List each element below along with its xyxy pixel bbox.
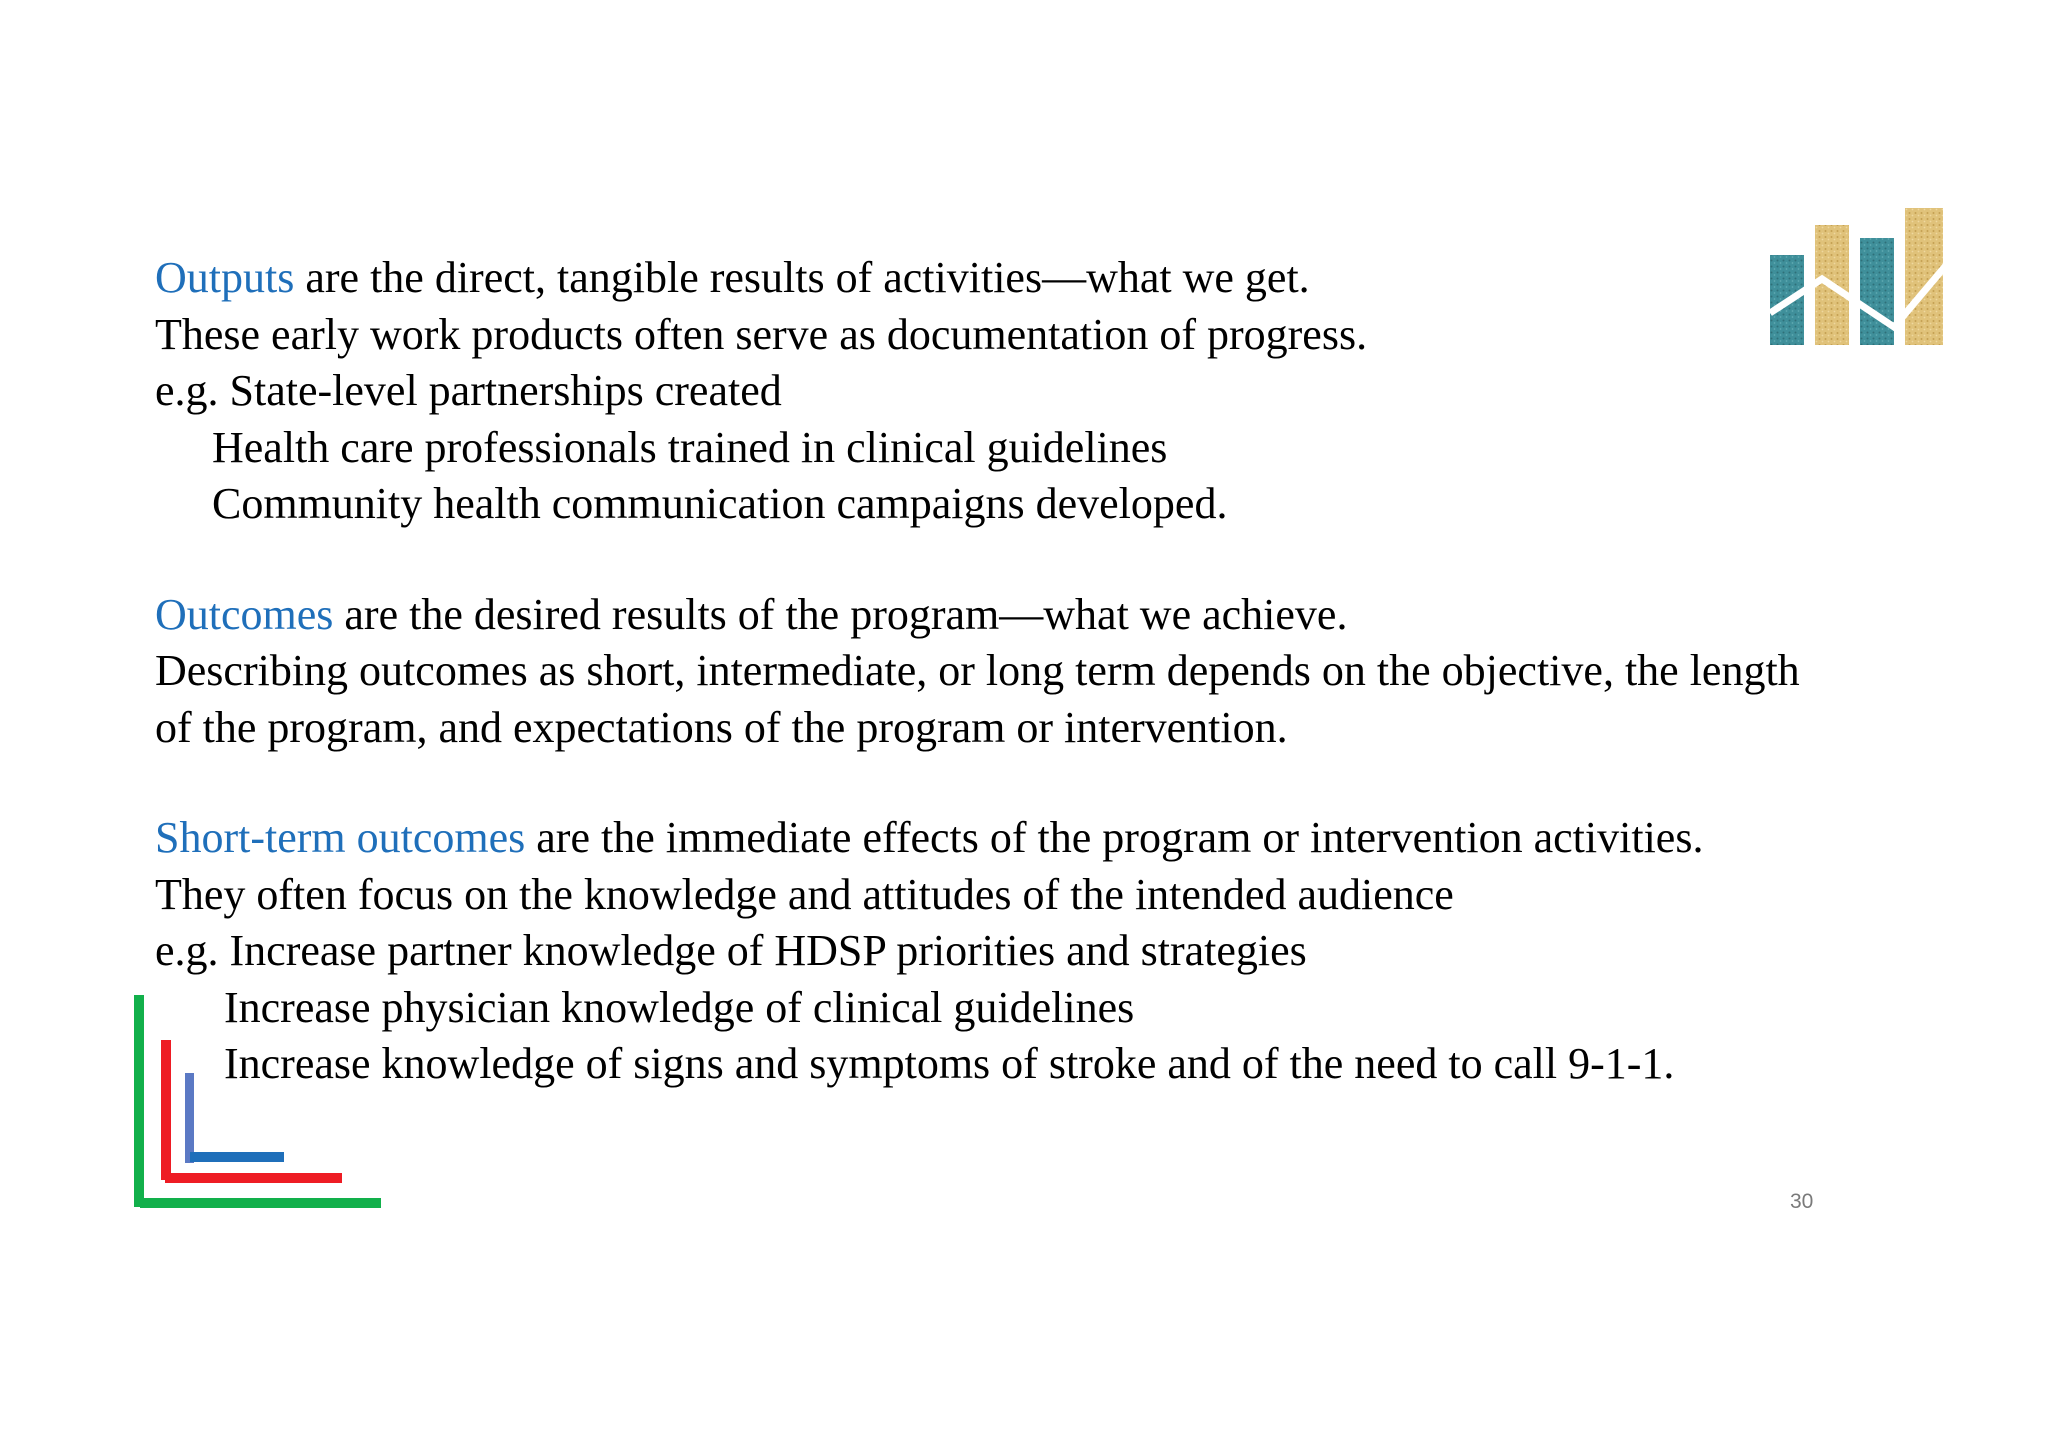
outputs-definition-text: are the direct, tangible results of activities—what we get. bbox=[294, 253, 1310, 302]
spacer bbox=[155, 756, 1915, 810]
slide-body bbox=[155, 250, 1915, 1093]
spacer bbox=[155, 533, 1915, 587]
short-term-example-3: Increase knowledge of signs and symptoms of stroke and of the need to call 9-1-1. bbox=[224, 1039, 1675, 1088]
outcomes-definition-text: are the desired results of the program—what we achieve. bbox=[333, 589, 1348, 639]
nested-corner-lines-icon bbox=[130, 995, 390, 1225]
short-term-definition bbox=[155, 810, 1915, 867]
outputs-description: These early work products often serve as documentation of progress. bbox=[155, 309, 1368, 359]
short-term-example-2: Increase physician knowledge of clinical guidelines bbox=[224, 982, 1135, 1032]
short-term-term: Short-term outcomes bbox=[155, 813, 526, 862]
outcomes-description-2: of the program, and expectations of the program or intervention. bbox=[155, 702, 1288, 752]
short-term-definition-text: are the immediate effects of the program or intervention activities. bbox=[525, 813, 1704, 862]
page-number: 30 bbox=[1790, 1190, 1814, 1213]
outcomes-definition bbox=[155, 587, 1915, 644]
short-term-description: They often focus on the knowledge and attitudes of the intended audience bbox=[155, 869, 1454, 919]
outputs-example-2: Health care professionals trained in clinical guidelines bbox=[212, 422, 1168, 472]
outcomes-term: Outcomes bbox=[155, 589, 334, 639]
outputs-term: Outputs bbox=[155, 253, 295, 302]
outputs-example-1: e.g. State-level partnerships created bbox=[155, 366, 782, 415]
outputs-example-3: Community health communication campaigns developed. bbox=[212, 479, 1228, 528]
outputs-definition bbox=[155, 250, 1915, 307]
outcomes-description-1: Describing outcomes as short, intermediate, or long term depends on the objective, the length bbox=[155, 646, 1800, 695]
short-term-example-1: e.g. Increase partner knowledge of HDSP priorities and strategies bbox=[155, 926, 1307, 975]
